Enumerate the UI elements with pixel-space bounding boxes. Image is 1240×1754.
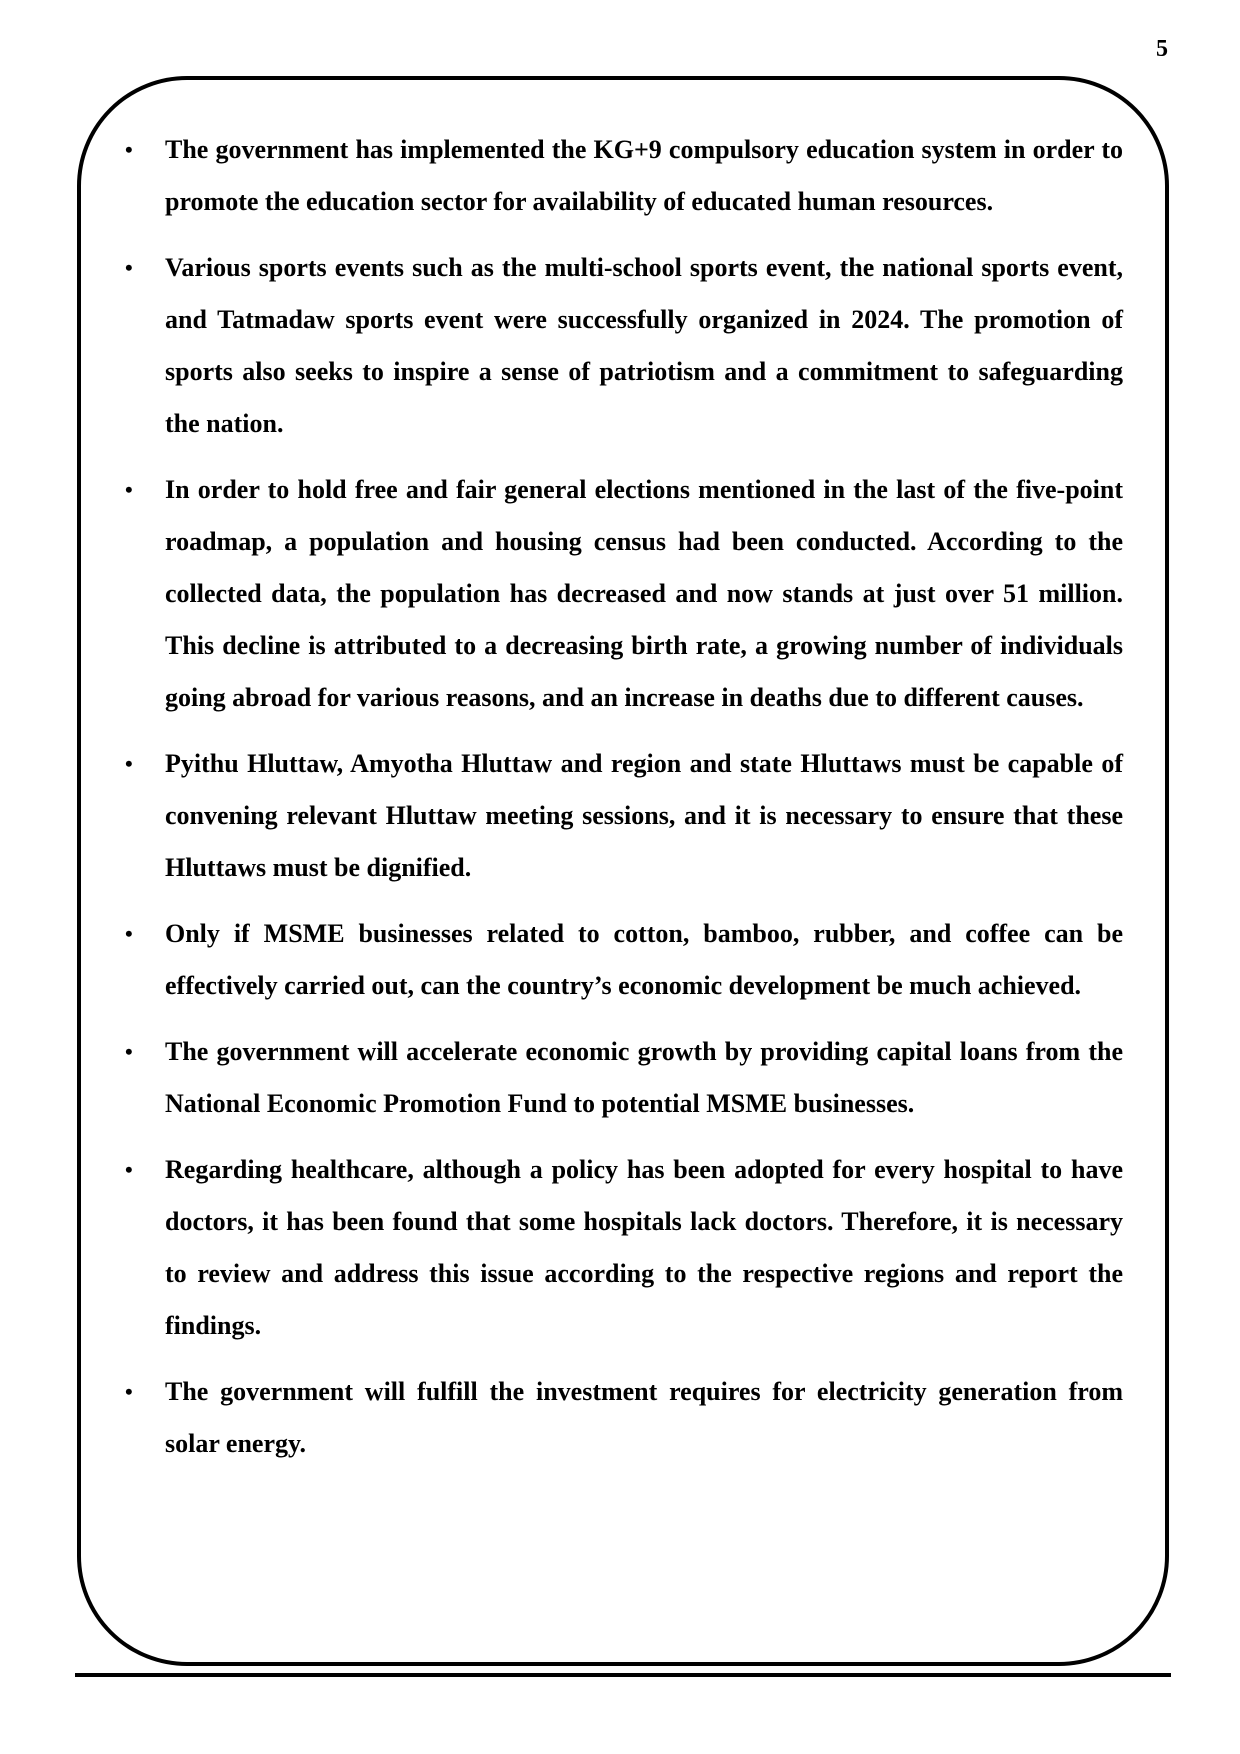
bullet-item-sports [125, 242, 1123, 450]
bullet-text: Pyithu Hluttaw, Amyotha Hluttaw and region and state Hluttaws must be capable of convening relevant Hluttaw meeting sessions, and it is necessary to ensure that these Hluttaws must be dignified. [165, 749, 1123, 882]
bullet-item-msme [125, 908, 1123, 1012]
bullet-item-hluttaw [125, 738, 1123, 894]
bottom-rule [75, 1673, 1171, 1677]
bullet-dot: • [125, 1039, 133, 1064]
bullet-item-loans [125, 1026, 1123, 1130]
bullet-text: Only if MSME businesses related to cotton, bamboo, rubber, and coffee can be effectively carried out, can the country’s economic development be much achieved. [165, 919, 1123, 1000]
bullet-dot: • [125, 255, 133, 280]
bullet-text: Regarding healthcare, although a policy has been adopted for every hospital to have doctors, it has been found that some hospitals lack doctors. Therefore, it is necessary to review and address this issue according to the respective regions and report the findings. [165, 1155, 1123, 1340]
bullet-text: The government has implemented the KG+9 compulsory education system in order to promote the education sector for availability of educated human resources. [165, 135, 1123, 216]
bullet-list [125, 124, 1123, 1484]
bullet-dot: • [125, 1379, 133, 1404]
page-number: 5 [1156, 36, 1168, 62]
bullet-item-solar [125, 1366, 1123, 1470]
bullet-text: The government will accelerate economic growth by providing capital loans from the National Economic Promotion Fund to potential MSME businesses. [165, 1037, 1123, 1118]
bullet-item-healthcare [125, 1144, 1123, 1352]
bullet-dot: • [125, 751, 133, 776]
bullet-dot: • [125, 921, 133, 946]
bullet-item-education [125, 124, 1123, 228]
bullet-dot: • [125, 477, 133, 502]
bullet-item-census [125, 464, 1123, 724]
bullet-text: Various sports events such as the multi-school sports event, the national sports event, and Tatmadaw sports event were successfully organized in 2024. The promotion of sports also seeks to inspire a sense of patriotism and a commitment to safeguarding the nation. [165, 253, 1123, 438]
bullet-dot: • [125, 1157, 133, 1182]
bullet-text: In order to hold free and fair general elections mentioned in the last of the five-point roadmap, a population and housing census had been conducted. According to the collected data, the population has decreased and now stands at just over 51 million. This decline is attributed to a decreasing birth rate, a growing number of individuals going abroad for various reasons, and an increase in deaths due to different causes. [165, 475, 1123, 712]
bullet-dot: • [125, 137, 133, 162]
bullet-text: The government will fulfill the investment requires for electricity generation from solar energy. [165, 1377, 1123, 1458]
